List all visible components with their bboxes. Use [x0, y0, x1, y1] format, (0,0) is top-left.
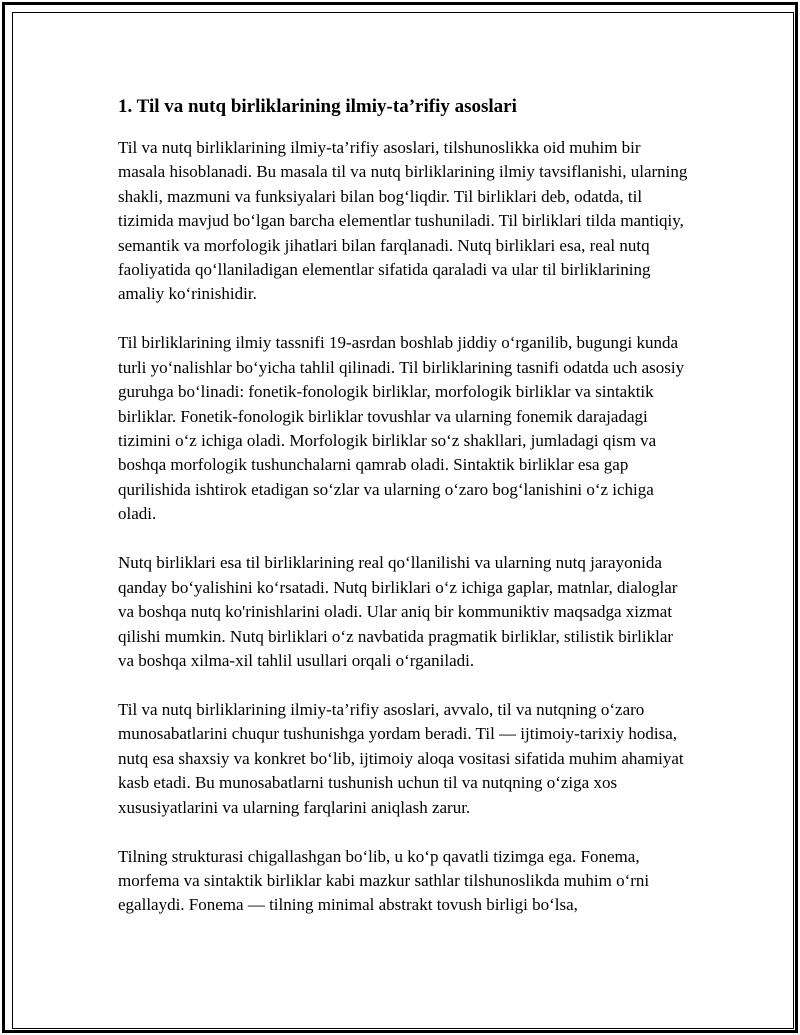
- paragraph-4: Til va nutq birliklarining ilmiy-ta’rifiy asoslari, avvalo, til va nutqning o‘zaro munosabatlarini chuqur tushunishga yordam beradi. Til — ijtimoiy-tarixiy hodisa, nutq esa shaxsiy va konkret bo‘lib, ijtimoiy aloqa vositasi sifatida muhim ahamiyat kasb etadi. Bu munosabatlarni tushunish uchun til va nutqning o‘ziga xos xususiyatlarini va ularning farqlarini aniqlash zarur.: [118, 699, 684, 817]
- paragraph-2: Til birliklarining ilmiy tassnifi 19-asrdan boshlab jiddiy o‘rganilib, bugungi kunda turli yo‘nalishlar bo‘yicha tahlil qilinadi. Til birliklarining tasnifi odatda uch asosiy guruhga bo‘linadi: fonetik-fonologik birliklar, morfologik birliklar va sintaktik birliklar. Fonetik-fonologik birliklar tovushlar va ularning fonemik darajadagi tizimini o‘z ichiga oladi. Morfologik birliklar so‘z shakllari, jumladagi qism va boshqa morfologik tushunchalarni qamrab oladi. Sintaktik birliklar esa gap qurilishida ishtirok etadigan so‘zlar va ularning o‘zaro bog‘lanishini o‘z ichiga oladi.: [118, 333, 685, 524]
- paragraph-3: Nutq birliklari esa til birliklarining real qo‘llanilishi va ularning nutq jarayonida qanday bo‘yalishini ko‘rsatadi. Nutq birliklari o‘z ichiga gaplar, matnlar, dialoglar va boshqa nutq ko'rinishlarini oladi. Ular aniq bir kommuniktiv maqsadga xizmat qilishi mumkin. Nutq birliklari o‘z navbatida pragmatik birliklar, stilistik birliklar va boshqa xilma-xil tahlil usullari orqali o‘rganiladi.: [118, 553, 678, 670]
- document-body: [118, 93, 688, 942]
- paragraph-5: Tilning strukturasi chigallashgan bo‘lib, u ko‘p qavatli tizimga ega. Fonema, morfema va sintaktik birliklar kabi mazkur sathlar tilshunoslikda muhim o‘rni egallaydi. Fonema — tilning minimal abstrakt tovush birligi bo‘lsa,: [118, 846, 650, 915]
- paragraph-1: Til va nutq birliklarining ilmiy-ta’rifiy asoslari, tilshunoslikka oid muhim bir masala hisoblanadi. Bu masala til va nutq birliklarining ilmiy tavsiflanishi, ularning shakli, mazmuni va funksiyalari bilan bog‘liqdir. Til birliklari deb, odatda, til tizimida mavjud bo‘lgan barcha elementlar tushuniladi. Til birliklari tilda mantiqiy, semantik va morfologik jihatlari bilan farqlanadi. Nutq birliklari esa, real nutq faoliyatida qo‘llaniladigan elementlar sifatida qaraladi va ular til birliklarining amaliy ko‘rinishidir.: [118, 138, 688, 304]
- section-heading: 1. Til va nutq birliklarining ilmiy-ta’rifiy asoslari: [118, 96, 517, 117]
